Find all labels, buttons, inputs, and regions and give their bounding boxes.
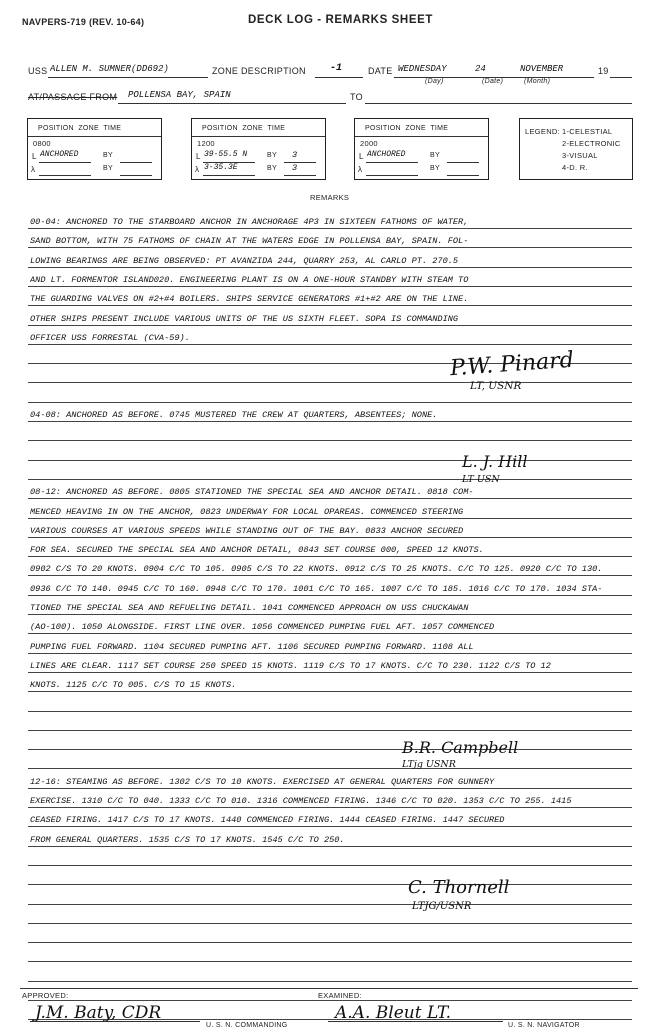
by-label: BY (430, 152, 440, 159)
watch-officer-rank: LT USN (462, 474, 500, 485)
uss-value: ALLEN M. SUMNER(DD692) (50, 64, 169, 74)
latitude-value: ANCHORED (40, 150, 79, 159)
legend-item: 3-VISUAL (562, 151, 598, 160)
day-caption: (Day) (425, 78, 444, 85)
remark-line: 08-12: ANCHORED AS BEFORE. 0805 STATIONED THE SPECIAL SEA AND ANCHOR DETAIL. 0818 COM- (30, 487, 474, 498)
latitude-by: 3 (292, 150, 298, 160)
approved-label: APPROVED: (22, 991, 69, 1000)
remark-line: (AO-100). 1050 ALONGSIDE. FIRST LINE OVER. 1056 COMMENCED PUMPING FUEL AFT. 1057 COMMENCED (30, 622, 495, 633)
longitude-label: λ (31, 165, 36, 174)
zone-value: -1 (330, 63, 343, 74)
page-title: DECK LOG - REMARKS SHEET (248, 14, 433, 26)
to-label: TO (350, 92, 363, 102)
legend-title: LEGEND: (525, 127, 561, 136)
zone-label: ZONE DESCRIPTION (212, 66, 306, 76)
watch-officer-rank: LT, USNR (470, 380, 522, 392)
latitude-value: 39-55.5 N (204, 150, 248, 159)
examined-label: EXAMINED: (318, 991, 362, 1000)
legend-box (519, 118, 633, 180)
by-label: BY (267, 165, 277, 172)
remark-line: 12-16: STEAMING AS BEFORE. 1302 C/S TO 10 KNOTS. EXERCISED AT GENERAL QUARTERS FOR GUNNERY (30, 776, 495, 787)
watch-officer-signature: B.R. Campbell (402, 738, 519, 757)
remark-line: 0936 C/C TO 140. 0945 C/C TO 160. 0948 C/C TO 170. 1001 C/C TO 165. 1007 C/C TO 185. 1016 C/C TO 170. 1034 STA- (30, 583, 603, 594)
by-label: BY (103, 165, 113, 172)
remark-line: KNOTS. 1125 C/C TO 005. C/S TO 15 KNOTS. (30, 680, 237, 691)
latitude-label: L (196, 152, 201, 161)
remark-line: FROM GENERAL QUARTERS. 1535 C/S TO 17 KNOTS. 1545 C/C TO 250. (30, 834, 345, 845)
position-header: POSITION ZONE TIME (202, 125, 286, 132)
position-box (354, 118, 489, 180)
remark-line: SAND BOTTOM, WITH 75 FATHOMS OF CHAIN AT THE WATERS EDGE IN POLLENSA BAY, SPAIN. FOL- (30, 236, 469, 247)
by-label: BY (103, 152, 113, 159)
remark-line: EXERCISE. 1310 C/C TO 040. 1333 C/C TO 010. 1316 COMMENCED FIRING. 1346 C/C TO 020. 1353 C/C TO 255. 1415 (30, 796, 572, 806)
latitude-label: L (359, 152, 364, 161)
position-box (27, 118, 162, 180)
examined-signature: A.A. Bleut LT. (335, 1003, 452, 1023)
longitude-value: 3-35.3E (204, 163, 238, 172)
commanding-caption: U. S. N. COMMANDING (206, 1022, 288, 1029)
longitude-label: λ (358, 165, 363, 174)
watch-officer-signature: C. Thornell (408, 877, 510, 898)
watch-officer-signature: L. J. Hill (462, 452, 528, 471)
latitude-label: L (32, 152, 37, 161)
navigator-caption: U. S. N. NAVIGATOR (508, 1022, 580, 1029)
position-time: 2000 (360, 139, 378, 148)
remark-line: FOR SEA. SECURED THE SPECIAL SEA AND ANCHOR DETAIL, 0843 SET COURSE 000, SPEED 12 KNOTS. (30, 545, 484, 556)
legend-item: 1-CELESTIAL (562, 127, 613, 136)
position-box (191, 118, 326, 180)
remark-line: LOWING BEARINGS ARE BEING OBSERVED: PT AVANZIDA 244, QUARRY 253, AL CARLO PT. 270.5 (30, 255, 459, 266)
remark-line: PUMPING FUEL FORWARD. 1104 SECURED PUMPING AFT. 1106 SECURED PUMPING FORWARD. 1108 ALL (30, 641, 474, 652)
remark-line: 0902 C/S TO 20 KNOTS. 0904 C/C TO 105. 0905 C/S TO 22 KNOTS. 0912 C/S TO 25 KNOTS. C/C TO 125. 0920 C/C TO 130. (30, 564, 603, 575)
remark-line: THE GUARDING VALVES ON #2+#4 BOILERS. SHIPS SERVICE GENERATORS #1+#2 ARE ON THE LINE. (30, 294, 469, 305)
position-time: 1200 (197, 139, 215, 148)
remark-line: AND LT. FORMENTOR ISLAND020. ENGINEERING PLANT IS ON A ONE-HOUR STANDBY WITH STEAM TO (30, 274, 469, 285)
longitude-label: λ (195, 165, 200, 174)
remark-line: OFFICER USS FORRESTAL (CVA-59). (30, 332, 190, 343)
date-caption: (Date) (482, 78, 504, 85)
year-prefix: 19 (598, 66, 609, 76)
date-month: NOVEMBER (520, 64, 564, 74)
at-label: AT/PASSAGE FROM (28, 92, 118, 102)
watch-officer-rank: LTJG/USNR (412, 901, 472, 912)
remark-line: OTHER SHIPS PRESENT INCLUDE VARIOUS UNITS OF THE US SIXTH FLEET. SOPA IS COMMANDING (30, 313, 459, 324)
form-id: NAVPERS-719 (REV. 10-64) (22, 17, 145, 27)
legend-item: 2-ELECTRONIC (562, 139, 621, 148)
remark-line: MENCED HEAVING IN ON THE ANCHOR, 0823 UNDERWAY FOR LOCAL OPAREAS. COMMENCED STEERING (30, 506, 464, 517)
watch-officer-signature: P.W. Pinard (449, 347, 575, 382)
position-header: POSITION ZONE TIME (365, 125, 449, 132)
remarks-title: REMARKS (310, 193, 350, 202)
at-value: POLLENSA BAY, SPAIN (128, 90, 231, 100)
longitude-by: 3 (292, 163, 298, 173)
date-label: DATE (368, 66, 393, 76)
date-date: 24 (475, 64, 486, 74)
uss-label: USS (28, 66, 48, 76)
legend-item: 4-D. R. (562, 163, 588, 172)
position-header: POSITION ZONE TIME (38, 125, 122, 132)
by-label: BY (430, 165, 440, 172)
latitude-value: ANCHORED (367, 150, 406, 159)
remark-line: TIONED THE SPECIAL SEA AND REFUELING DETAIL. 1041 COMMENCED APPROACH ON USS CHUCKAWAN (30, 603, 469, 613)
remark-line: CEASED FIRING. 1417 C/S TO 17 KNOTS. 1440 COMMENCED FIRING. 1444 CEASED FIRING. 1447 SECURED (30, 815, 505, 826)
date-day: WEDNESDAY (398, 64, 447, 74)
remark-line: VARIOUS COURSES AT VARIOUS SPEEDS WHILE STANDING OUT OF THE BAY. 0833 ANCHOR SECURED (30, 525, 464, 536)
month-caption: (Month) (524, 78, 551, 85)
approved-signature: J.M. Baty, CDR (35, 1003, 162, 1023)
remark-line: 00-04: ANCHORED TO THE STARBOARD ANCHOR IN ANCHORAGE 4P3 IN SIXTEEN FATHOMS OF WATER, (30, 217, 469, 227)
remark-line: LINES ARE CLEAR. 1117 SET COURSE 250 SPEED 15 KNOTS. 1119 C/S TO 17 KNOTS. C/C TO 230. 1122 C/S TO 12 (30, 660, 551, 671)
remark-line: 04-08: ANCHORED AS BEFORE. 0745 MUSTERED THE CREW AT QUARTERS, ABSENTEES; NONE. (30, 410, 438, 420)
watch-officer-rank: LTjg USNR (402, 759, 456, 770)
by-label: BY (267, 152, 277, 159)
position-time: 0800 (33, 139, 51, 148)
